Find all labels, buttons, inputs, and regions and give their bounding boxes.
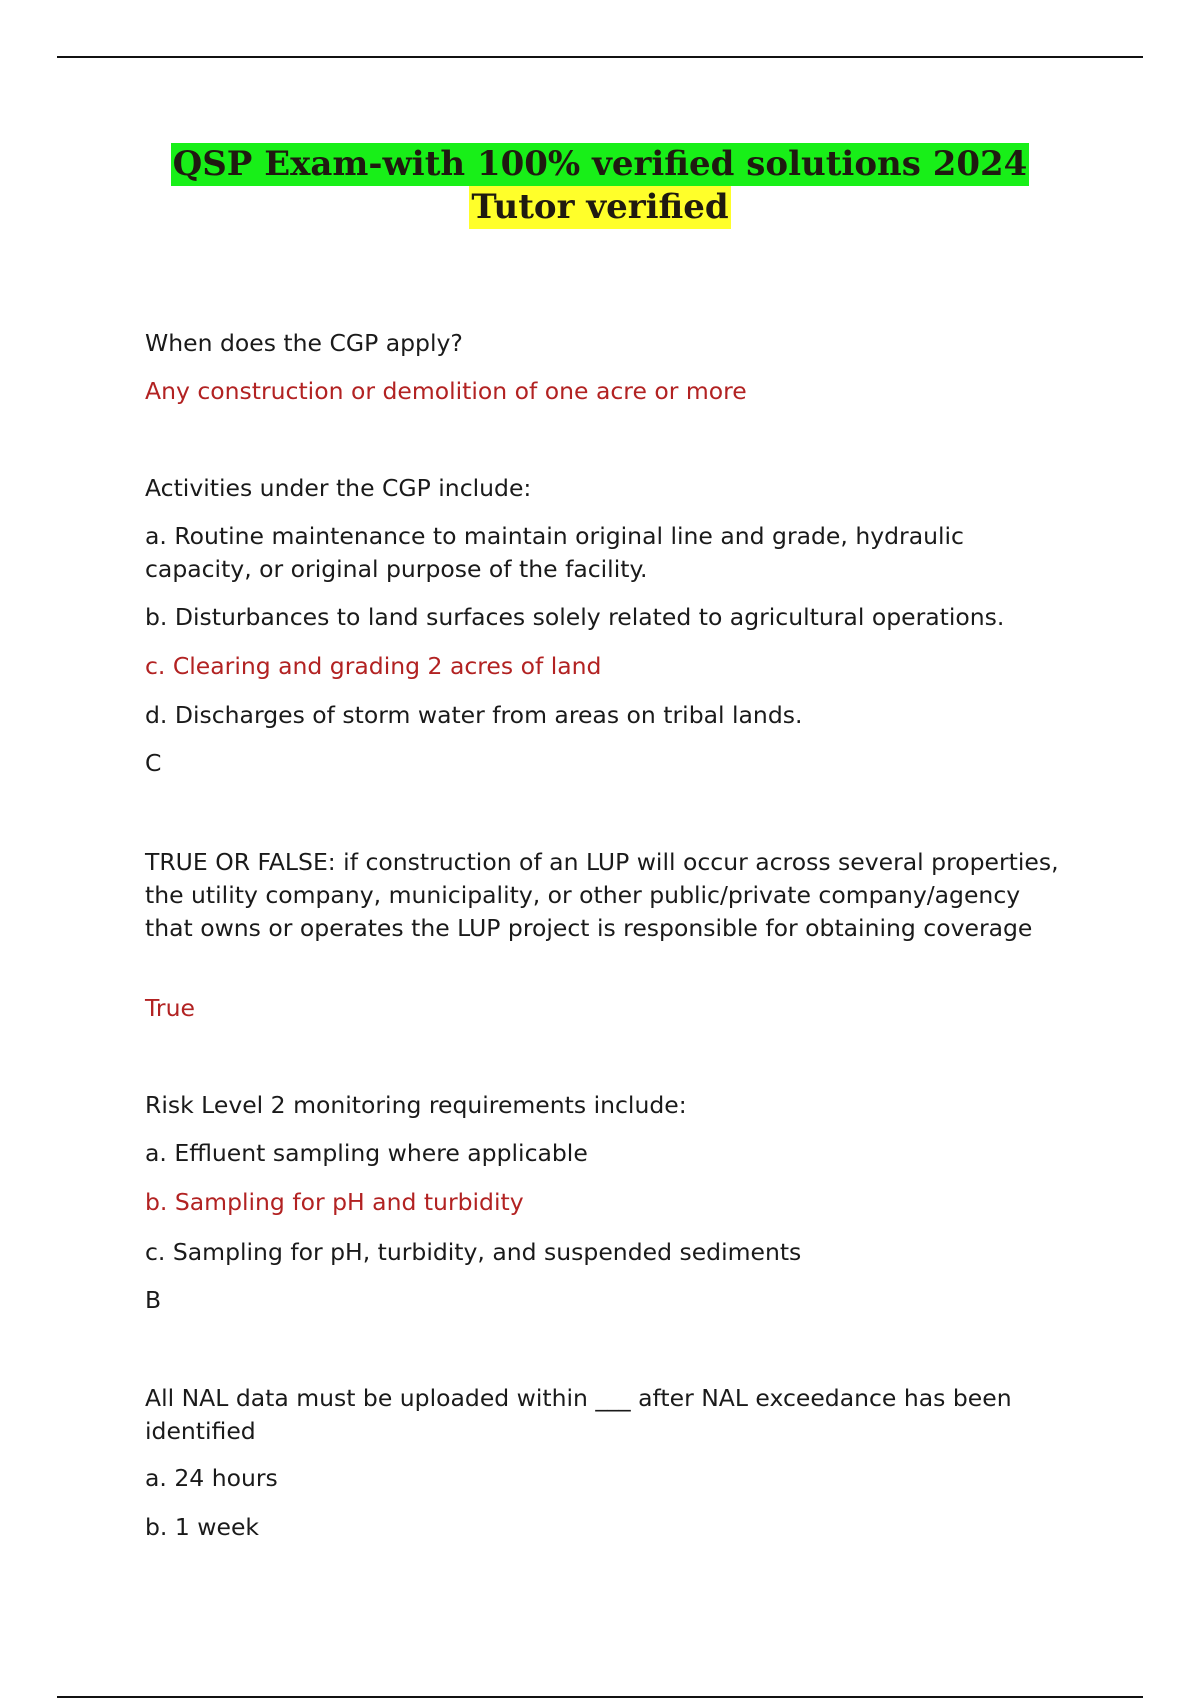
question-2-option-b: b. Disturbances to land surfaces solely related to agricultural operations. bbox=[145, 603, 1005, 631]
question-5-option-b: b. 1 week bbox=[145, 1513, 260, 1541]
bottom-rule bbox=[57, 1696, 1143, 1698]
question-1-prompt: When does the CGP apply? bbox=[145, 329, 463, 357]
question-2-option-a-block bbox=[145, 520, 1065, 586]
question-4-option-b-block bbox=[145, 1186, 1065, 1219]
question-2-option-d-block bbox=[145, 699, 1065, 732]
question-1-answer-block bbox=[145, 375, 1065, 408]
question-4-option-c: c. Sampling for pH, turbidity, and suspended sediments bbox=[145, 1238, 802, 1266]
question-5-option-a-block bbox=[145, 1462, 1065, 1495]
question-4-prompt: Risk Level 2 monitoring requirements include: bbox=[145, 1091, 687, 1119]
question-5-option-a: a. 24 hours bbox=[145, 1464, 278, 1492]
question-4-answer-block bbox=[145, 1284, 1065, 1317]
question-4-option-c-block bbox=[145, 1236, 1065, 1269]
question-1-answer: Any construction or demolition of one acre or more bbox=[145, 377, 747, 405]
question-2-prompt: Activities under the CGP include: bbox=[145, 474, 532, 502]
question-5-prompt: All NAL data must be uploaded within ___ after NAL exceedance has been identified bbox=[145, 1384, 1012, 1445]
question-2-option-d: d. Discharges of storm water from areas on tribal lands. bbox=[145, 701, 803, 729]
question-2-answer-block bbox=[145, 747, 1065, 780]
question-2-option-b-block bbox=[145, 601, 1065, 634]
document-title bbox=[0, 143, 1200, 229]
question-3-answer: True bbox=[145, 994, 195, 1022]
question-2-option-a: a. Routine maintenance to maintain original line and grade, hydraulic capacity, or original purpose of the facility. bbox=[145, 522, 964, 583]
question-2-option-c: c. Clearing and grading 2 acres of land bbox=[145, 652, 602, 680]
question-5-option-b-block bbox=[145, 1511, 1065, 1544]
question-4 bbox=[145, 1089, 1065, 1122]
question-3-prompt: TRUE OR FALSE: if construction of an LUP will occur across several properties, the utility company, municipality, or other public/private company/agency that owns or operates the LUP project is responsible for obtaining coverage bbox=[145, 848, 1059, 942]
question-2-option-c-block bbox=[145, 650, 1065, 683]
question-2 bbox=[145, 472, 1065, 505]
question-3-answer-block bbox=[145, 992, 1065, 1025]
title-line-2: Tutor verified bbox=[471, 187, 729, 227]
title-line-1: QSP Exam-with 100% verified solutions 2024 bbox=[172, 144, 1028, 184]
question-4-option-a-block bbox=[145, 1137, 1065, 1170]
question-3 bbox=[145, 846, 1065, 945]
question-1 bbox=[145, 327, 1065, 360]
question-2-answer-letter: C bbox=[145, 749, 162, 777]
top-rule bbox=[57, 56, 1143, 58]
question-4-option-b: b. Sampling for pH and turbidity bbox=[145, 1188, 524, 1216]
question-4-option-a: a. Effluent sampling where applicable bbox=[145, 1139, 588, 1167]
question-4-answer-letter: B bbox=[145, 1286, 162, 1314]
question-5 bbox=[145, 1382, 1065, 1448]
